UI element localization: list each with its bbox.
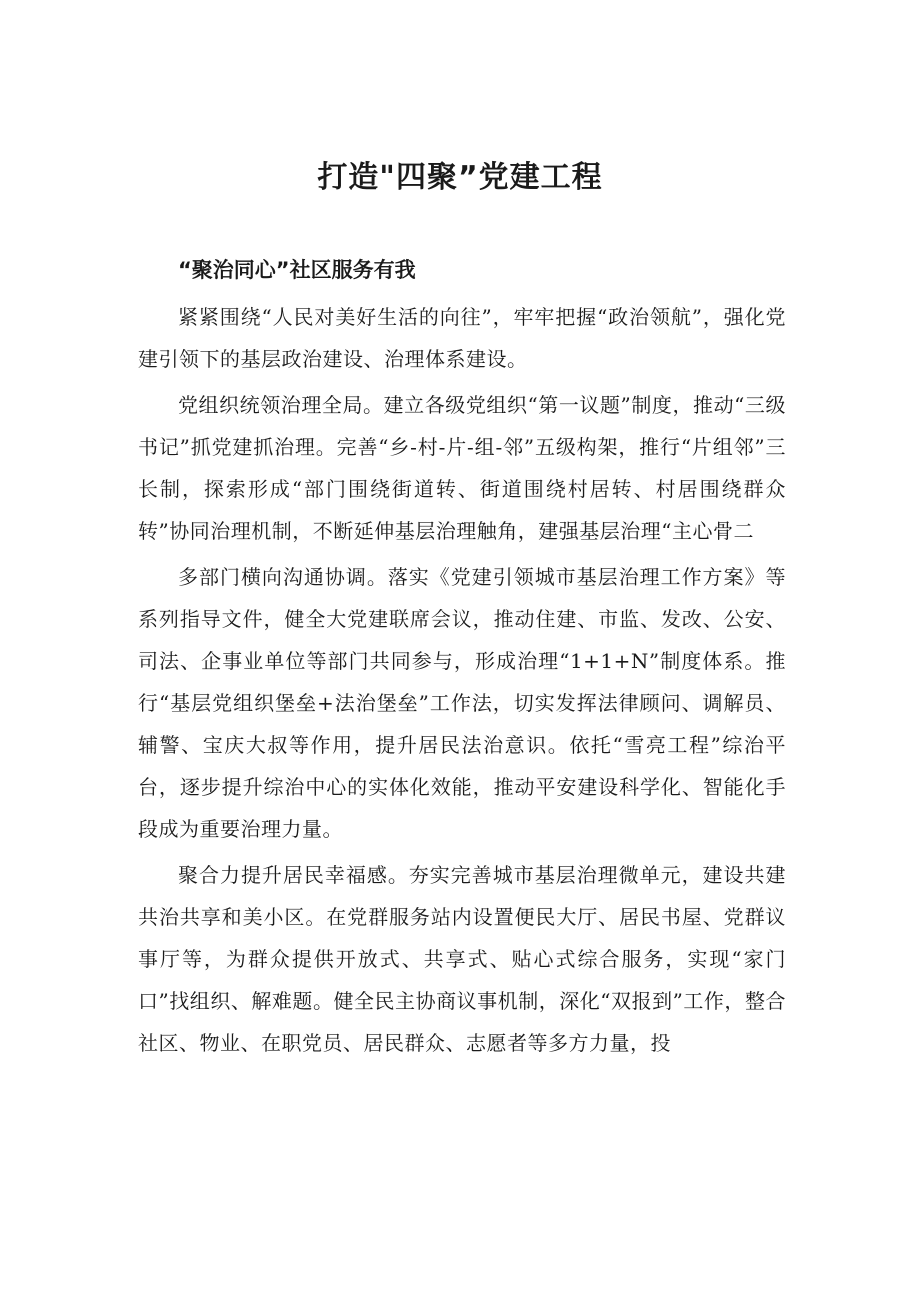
- paragraph: 紧紧围绕“人民对美好生活的向往”，牢牢把握“政治领航”，强化党建引领下的基层政治建设、治理体系建设。: [138, 305, 786, 371]
- document-title: 打造"四聚”党建工程: [317, 160, 603, 195]
- paragraph: 党组织统领治理全局。建立各级党组织“第一议题”制度，推动“三级书记”抓党建抓治理。完善“乡-村-片-组-邻”五级构架，推行“片组邻”三长制，探索形成“部门围绕街道转、街道围绕村居转、村居围绕群众转”协同治理机制，不断延伸基层治理触角，建强基层治理“主心骨二: [138, 393, 786, 543]
- paragraph: 多部门横向沟通协调。落实《党建引领城市基层治理工作方案》等系列指导文件，健全大党建联席会议，推动住建、市监、发改、公安、司法、企事业单位等部门共同参与，形成治理“1+1+N”制度体系。推行“基层党组织堡垒+法治堡垒”工作法，切实发挥法律顾问、调解员、辅警、宝庆大叔等作用，提升居民法治意识。依托“雪亮工程”综治平台，逐步提升综治中心的实体化效能，推动平安建设科学化、智能化手段成为重要治理力量。: [138, 565, 786, 841]
- document-body: [138, 296, 786, 1068]
- paragraph: 聚合力提升居民幸福感。夯实完善城市基层治理微单元，建设共建共治共享和美小区。在党群服务站内设置便民大厅、居民书屋、党群议事厅等，为群众提供开放式、共享式、贴心式综合服务，实现“家门口”找组织、解难题。健全民主协商议事机制，深化“双报到”工作，整合社区、物业、在职党员、居民群众、志愿者等多方力量，投: [138, 863, 786, 1055]
- section-heading: “聚治同心”社区服务有我: [178, 258, 416, 282]
